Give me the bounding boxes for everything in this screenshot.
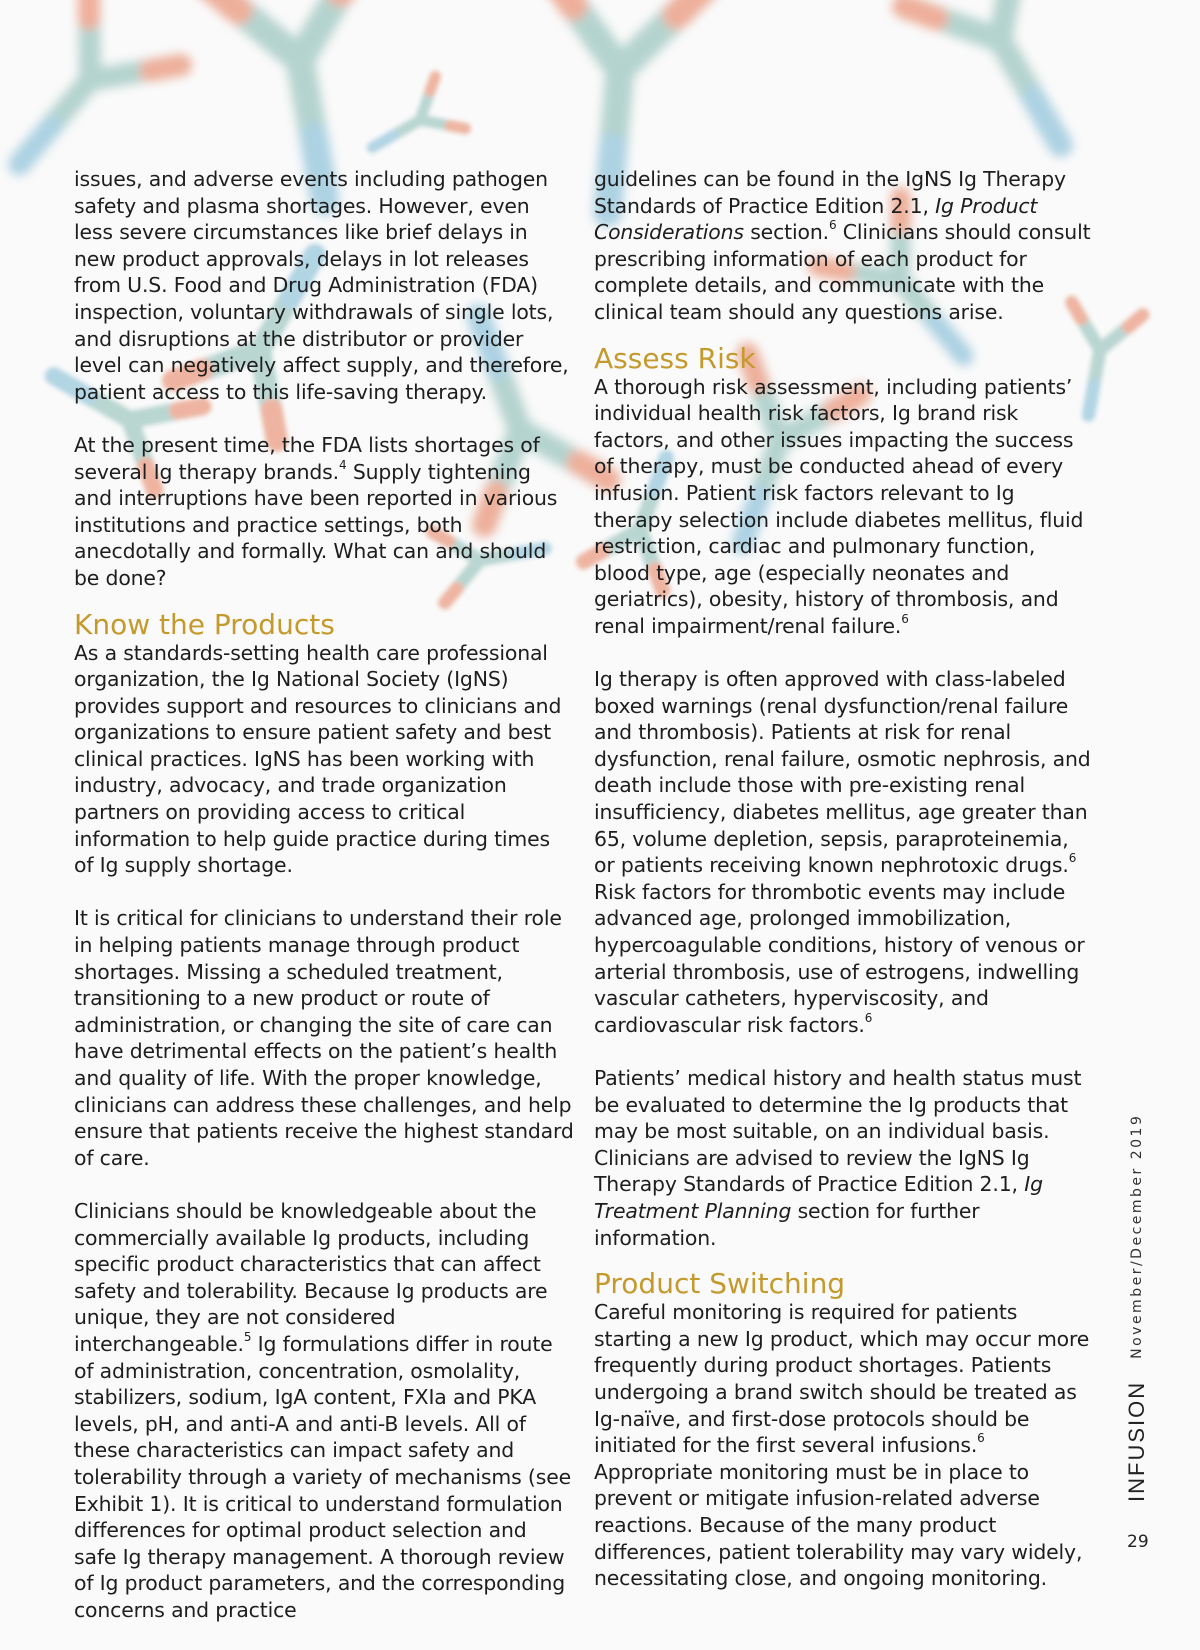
paragraph: Clinicians should be knowledgeable about the commercially available Ig products, including specific product characteristics that can affect safety and tolerability. Because Ig products are unique, they are not considered interchangeable.$^5$ Ig formulations differ in route of administration, concentration, osmolality, stabilizers, sodium, IgA content, FXIa and PKA levels, pH, and anti-A and anti-B levels. All of these characteristics can impact safety and tolerability through a variety of mechanisms (see Exhibit 1). It is critical to understand formulation differences for optimal product selection and safe Ig therapy management. A thorough review of Ig product parameters, and the corresponding concerns and practice <box>74 1198 571 1622</box>
magazine-sidebar <box>1124 1114 1150 1502</box>
citation-sup: 6 <box>828 218 837 233</box>
paragraph: Patients’ medical history and health status must be evaluated to determine the Ig products that may be most suitable, on an individual basis. Clinicians are advised to review the IgNS Ig Therapy Standards of Practice Edition 2.1, Ig Treatment Planning section for further information. <box>594 1066 1082 1250</box>
left-column <box>74 166 574 1650</box>
section-heading: Product Switching <box>594 1267 846 1301</box>
issue-date: November/December 2019 <box>1129 1113 1145 1359</box>
paragraph: Careful monitoring is required for patients starting a new Ig product, which may occur more frequently during product shortages. Patients undergoing a brand switch should be treated as Ig-naïve, and first-dose protocols should be initiated for the first several infusions.$^6$ Appropriate monitoring must be in place to prevent or mitigate infusion-related adverse reactions. Because of the many product differences, patient tolerability may vary widely, necessitating close, and ongoing monitoring. <box>594 1300 1090 1591</box>
paragraph: It is critical for clinicians to understand their role in helping patients manage through product shortages. Missing a scheduled treatment, transitioning to a new product or route of administration, or changing the site of care can have detrimental effects on the patient’s health and quality of life. With the proper knowledge, clinicians can address these challenges, and help ensure that patients receive the highest standard of care. <box>74 906 574 1170</box>
section-heading: Assess Risk <box>594 341 756 375</box>
paragraph: Ig therapy is often approved with class-labeled boxed warnings (renal dysfunction/renal failure and thrombosis). Patients at risk for renal dysfunction, renal failure, osmotic nephrosis, and death include those with pre-existing renal insufficiency, diabetes mellitus, age greater than 65, volume depletion, sepsis, paraproteinemia, or patients receiving known nephrotoxic drugs.$^6$ Risk factors for thrombotic events may include advanced age, prolonged immobilization, hypercoagulable conditions, history of venous or arterial thrombosis, use of estrogens, indwelling vascular catheters, hyperviscosity, and cardiovascular risk factors.$^6$ <box>594 667 1091 1037</box>
right-column <box>594 166 1094 1618</box>
paragraph: At the present time, the FDA lists shortages of several Ig therapy brands.$^4$ Supply tightening and interruptions have been reported in various institutions and practice settings, both anecdotally and formally. What can and should be done? <box>74 432 558 590</box>
citation-sup: 6 <box>864 1011 873 1026</box>
section-heading: Know the Products <box>74 607 335 641</box>
citation-sup: 6 <box>977 1431 985 1446</box>
paragraph: A thorough risk assessment, including patients’ individual health risk factors, Ig brand risk factors, and other issues impacting the success of therapy, must be conducted ahead of every infusion. Patient risk factors relevant to Ig therapy selection include diabetes mellitus, fluid restriction, cardiac and pulmonary function, blood type, age (especially neonates and geriatrics), obesity, history of thrombosis, and renal impairment/renal failure.$^6$ <box>594 374 1084 638</box>
paragraph: issues, and adverse events including pathogen safety and plasma shortages. However, even less severe circumstances like brief delays in new product approvals, delays in lot releases from U.S. Food and Drug Administration (FDA) inspection, voluntary withdrawals of single lots, and disruptions at the distributor or provider level can negatively affect supply, and therefore, patient access to this life-saving therapy. <box>74 167 569 404</box>
magazine-brand: INFUSION <box>1124 1380 1149 1502</box>
paragraph: As a standards-setting health care professional organization, the Ig National Society (IgNS) provides support and resources to clinicians and organizations to ensure patient safety and best clinical practices. IgNS has been working with industry, advocacy, and trade organization partners on providing access to critical information to help guide practice during times of Ig supply shortage. <box>74 640 562 878</box>
paragraph: guidelines can be found in the IgNS Ig Therapy Standards of Practice Edition 2.1, Ig Product Considerations section.$^6$ Clinicians should consult prescribing information of each product for complete details, and communicate with the clinical team should any questions arise. <box>594 167 1091 324</box>
page-number: 29 <box>1127 1532 1149 1552</box>
citation-sup: 4 <box>338 457 347 472</box>
citation-sup: 6 <box>1068 851 1077 866</box>
citation-sup: 6 <box>901 612 909 627</box>
citation-sup: 5 <box>243 1330 252 1345</box>
